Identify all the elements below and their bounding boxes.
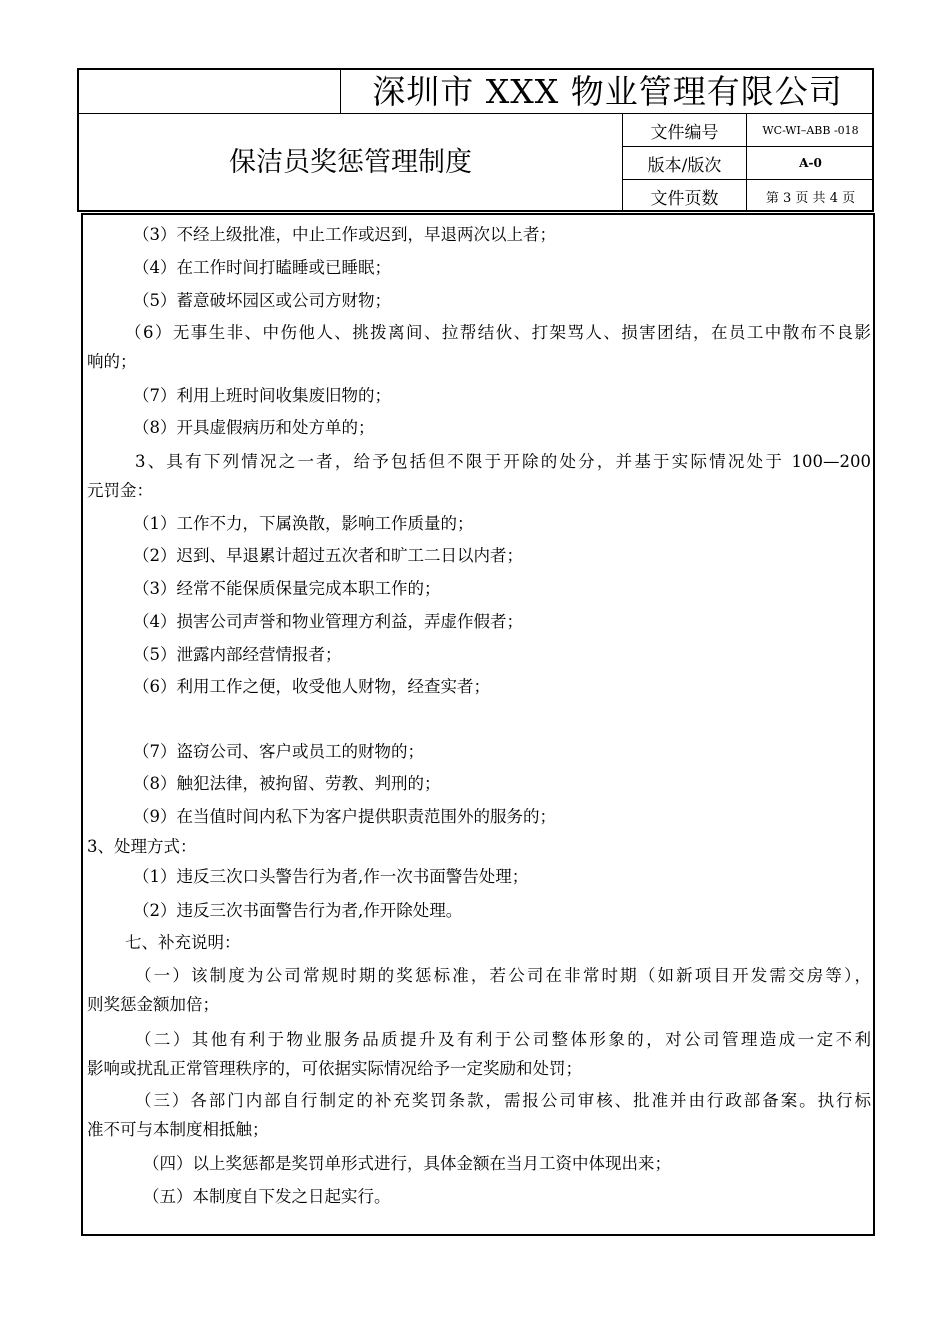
meta-value: A-0 (799, 156, 822, 170)
body-line: （3）经常不能保质保量完成本职工作的； (133, 579, 441, 598)
body-line: （8）开具虚假病历和处方单的； (133, 418, 375, 437)
body-line: 准不可与本制度相抵触； (87, 1120, 269, 1139)
meta-row-doc-number (623, 114, 874, 147)
body-line: （7）利用上班时间收集废旧物的； (133, 386, 391, 405)
meta-label: 文件编号 (623, 114, 747, 146)
body-line: 响的； (87, 352, 137, 371)
body-line: （三）各部门内部自行制定的补充奖罚条款，需报公司审核、批准并由行政部备案。执行标 (135, 1091, 871, 1110)
body-line: （8）触犯法律，被拘留、劳教、判刑的； (133, 774, 441, 793)
document-meta (622, 114, 874, 212)
body-line: 七、补充说明： (125, 933, 241, 952)
body-line: 则奖惩金额加倍； (87, 995, 219, 1014)
company-name: 深圳市 XXX 物业管理有限公司 (372, 72, 843, 111)
header-blank-cell (79, 70, 341, 113)
meta-row-page-count (623, 180, 874, 212)
body-line: （1）工作不力，下属涣散，影响工作质量的； (133, 514, 474, 533)
meta-value: WC-WI–ABB -018 (762, 123, 859, 137)
body-line: 影响或扰乱正常管理秩序的，可依据实际情况给予一定奖励和处罚； (87, 1059, 582, 1078)
body-line: 3、具有下列情况之一者，给予包括但不限于开除的处分，并基于实际情况处于 100—200 (135, 452, 871, 471)
body-line: （3）不经上级批准，中止工作或迟到，早退两次以上者； (133, 225, 556, 244)
body-line: （五）本制度自下发之日起实行。 (143, 1187, 391, 1206)
body-line: （1）违反三次口头警告行为者,作一次书面警告处理； (133, 867, 529, 886)
body-line: （5）泄露内部经营情报者； (133, 645, 342, 664)
body-line: （2）违反三次书面警告行为者,作开除处理。 (133, 901, 463, 920)
body-line: （5）蓄意破坏园区或公司方财物； (133, 291, 391, 310)
body-line: （4）在工作时间打瞌睡或已睡眠； (133, 258, 391, 277)
body-line: （2）迟到、早退累计超过五次者和旷工二日以内者； (133, 546, 523, 565)
body-line: （7）盗窃公司、客户或员工的财物的； (133, 742, 424, 761)
body-line: （6）利用工作之便，收受他人财物，经查实者； (133, 677, 490, 696)
document-header (77, 68, 874, 212)
body-line: 元罚金： (87, 481, 153, 500)
body-line: （一）该制度为公司常规时期的奖惩标准，若公司在非常时期（如新项目开发需交房等）， (135, 966, 871, 985)
document-body (81, 213, 875, 1236)
body-line: （6）无事生非、中伤他人、挑拨离间、拉帮结伙、打架骂人、损害团结，在员工中散布不良影 (125, 323, 871, 342)
header-top-row (79, 70, 872, 114)
body-line: 3、处理方式： (87, 837, 197, 856)
body-line: （二）其他有利于物业服务品质提升及有利于公司整体形象的，对公司管理造成一定不利 (135, 1030, 871, 1049)
body-line: （9）在当值时间内私下为客户提供职责范围外的服务的； (133, 807, 556, 826)
meta-label: 文件页数 (623, 180, 747, 212)
meta-value: 第 3 页 共 4 页 (765, 190, 856, 206)
body-line: （四）以上奖惩都是奖罚单形式进行，具体金额在当月工资中体现出来； (143, 1154, 671, 1173)
meta-row-version (623, 147, 874, 180)
document-title: 保洁员奖惩管理制度 (229, 147, 472, 178)
body-line: （4）损害公司声誉和物业管理方利益，弄虚作假者； (133, 612, 523, 631)
meta-label: 版本/版次 (623, 147, 747, 179)
